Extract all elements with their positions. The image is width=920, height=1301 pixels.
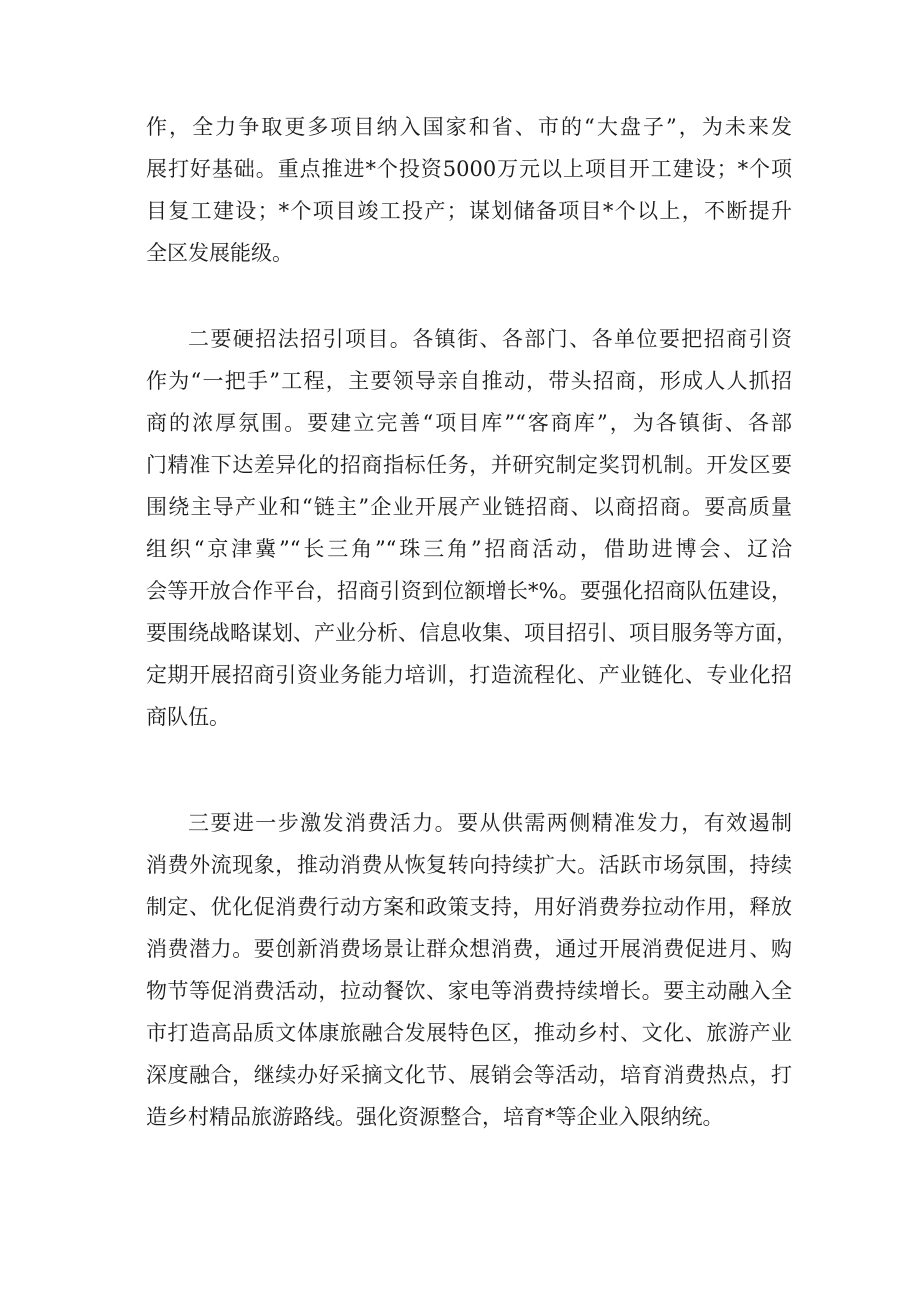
paragraph-line: 围绕主导产业和“链主”企业开展产业链招商、以商招商。要高质量	[146, 495, 792, 519]
paragraph-line: 市打造高品质文体康旅融合发展特色区，推动乡村、文化、旅游产业	[146, 1021, 792, 1045]
paragraph-line: 三要进一步激发消费活力。要从供需两侧精准发力，有效遏制	[188, 811, 792, 835]
paragraph-line: 门精准下达差异化的招商指标任务，并研究制定奖罚机制。开发区要	[146, 453, 792, 477]
paragraph-line: 组织“京津冀”“长三角”“珠三角”招商活动，借助进博会、辽洽	[146, 537, 792, 561]
paragraph-line: 制定、优化促消费行动方案和政策支持，用好消费券拉动作用，释放	[146, 895, 792, 919]
paragraph-investment	[146, 318, 797, 738]
paragraph-line: 作，全力争取更多项目纳入国家和省、市的“大盘子”，为未来发	[146, 115, 792, 139]
paragraph-continuation	[146, 106, 792, 274]
paragraph-consumption	[146, 802, 792, 1138]
paragraph-line: 商的浓厚氛围。要建立完善“项目库”“客商库”，为各镇街、各部	[146, 411, 792, 435]
paragraph-line: 物节等促消费活动，拉动餐饮、家电等消费持续增长。要主动融入全	[146, 979, 792, 1003]
paragraph-line: 深度融合，继续办好采摘文化节、展销会等活动，培育消费热点，打	[146, 1063, 792, 1087]
paragraph-line: 定期开展招商引资业务能力培训，打造流程化、产业链化、专业化招	[146, 663, 792, 687]
paragraph-line: 造乡村精品旅游路线。强化资源整合，培育*等企业入限纳统。	[146, 1105, 724, 1129]
paragraph-line: 会等开放合作平台，招商引资到位额增长*%。要强化招商队伍建设，	[146, 579, 792, 603]
paragraph-line: 全区发展能级。	[146, 241, 293, 265]
paragraph-line: 二要硬招法招引项目。各镇街、各部门、各单位要把招商引资	[188, 327, 792, 351]
paragraph-line: 展打好基础。重点推进*个投资5000万元以上项目开工建设；*个项	[146, 157, 792, 181]
paragraph-line: 目复工建设；*个项目竣工投产；谋划储备项目*个以上，不断提升	[146, 199, 792, 223]
paragraph-line: 消费潜力。要创新消费场景让群众想消费，通过开展消费促进月、购	[146, 937, 792, 961]
paragraph-line: 商队伍。	[146, 705, 230, 729]
paragraph-line: 消费外流现象，推动消费从恢复转向持续扩大。活跃市场氛围，持续	[146, 853, 792, 877]
paragraph-line: 要围绕战略谋划、产业分析、信息收集、项目招引、项目服务等方面，	[146, 621, 797, 645]
paragraph-line: 作为“一把手”工程，主要领导亲自推动，带头招商，形成人人抓招	[146, 369, 792, 393]
